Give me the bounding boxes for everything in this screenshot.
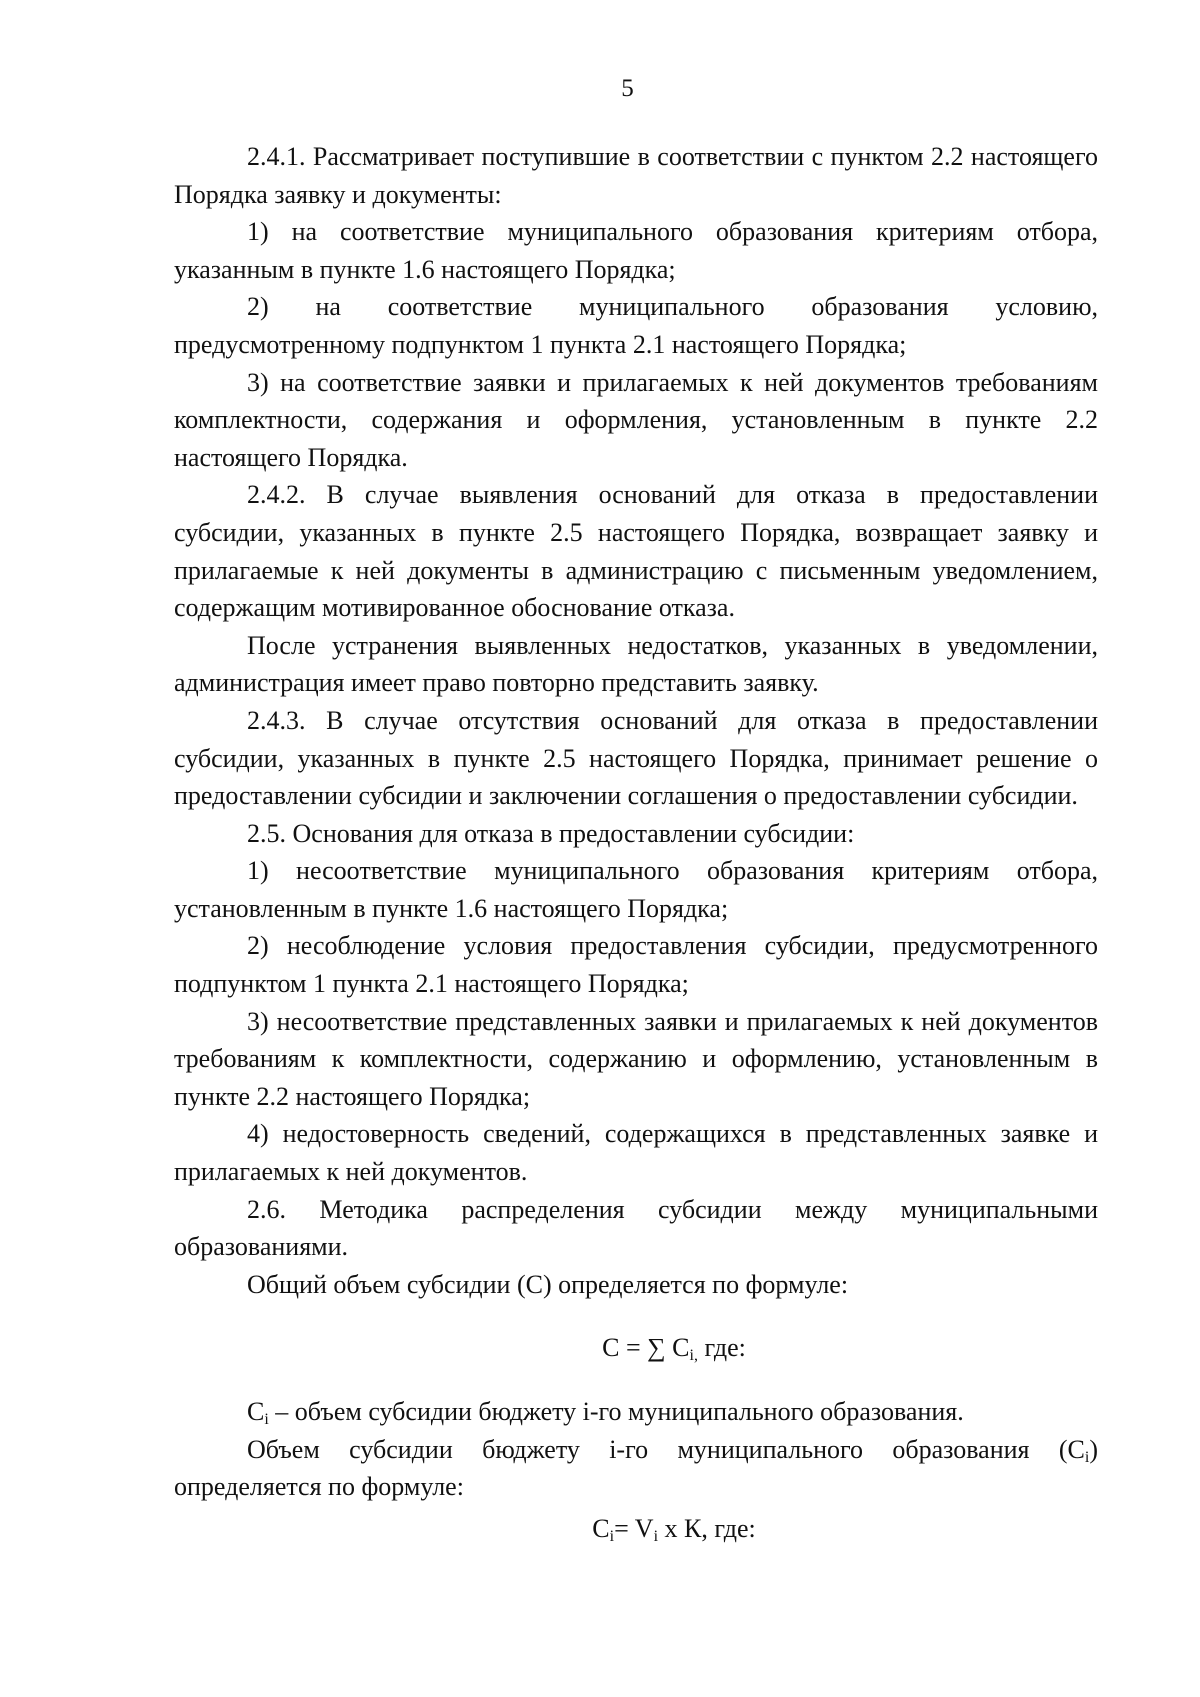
document-body xyxy=(174,138,1098,1547)
paragraph-2-4-1-item-2: 2) на соответствие муниципального образования условию, предусмотренному подпунктом 1 пункта 2.1 настоящего Порядка; xyxy=(174,292,1098,359)
page-number: 5 xyxy=(621,75,634,102)
formula1-lhs: С = ∑ С xyxy=(602,1333,690,1363)
paragraph-2-4-1-item-3: 3) на соответствие заявки и прилагаемых к ней документов требованиям комплектности, содержания и оформления, установленным в пункте 2.2 настоящего Порядка. xyxy=(174,367,1098,472)
paragraph-2-6: 2.6. Методика распределения субсидии между муниципальными образованиями. xyxy=(174,1194,1098,1262)
formula1-rest: где: xyxy=(697,1333,746,1363)
paragraph-2-5-item-2: 2) несоблюдение условия предоставления субсидии, предусмотренного подпунктом 1 пункта 2.1 настоящего Порядка; xyxy=(174,931,1098,999)
paragraph-ci-after: ) определяется по формуле: xyxy=(174,1434,1098,1502)
formula1-subscript: i, xyxy=(689,1347,698,1365)
formula-total-subsidy xyxy=(174,1329,1098,1367)
definition-ci-symbol: С xyxy=(247,1397,265,1426)
paragraph-2-4-3: 2.4.3. В случае отсутствия оснований для отказа в предоставлении субсидии, указанных в пункте 2.5 настоящего Порядка, принимает решение о предоставлении субсидии и заключении соглашения о предоставлении субсидии. xyxy=(174,705,1098,811)
paragraph-2-5: 2.5. Основания для отказа в предоставлении субсидии: xyxy=(247,818,855,848)
paragraph-total-subsidy: Общий объем субсидии (С) определяется по формуле: xyxy=(247,1269,849,1299)
formula2-v-subscript: i xyxy=(653,1527,659,1545)
paragraph-after-elimination: После устранения выявленных недостатков, указанных в уведомлении, администрация имеет право повторно представить заявку. xyxy=(174,630,1098,698)
definition-ci xyxy=(174,1393,1098,1431)
paragraph-2-5-item-1: 1) несоответствие муниципального образования критериям отбора, установленным в пункте 1.6 настоящего Порядка; xyxy=(174,856,1098,923)
paragraph-2-4-1: 2.4.1. Рассматривает поступившие в соответствии с пунктом 2.2 настоящего Порядка заявку и документы: xyxy=(174,142,1098,209)
paragraph-ci-subscript: i xyxy=(1084,1448,1090,1466)
paragraph-2-4-1-item-1: 1) на соответствие муниципального образования критериям отбора, указанным в пункте 1.6 настоящего Порядка; xyxy=(174,217,1098,284)
formula2-c: С xyxy=(592,1513,610,1543)
paragraph-2-4-2: 2.4.2. В случае выявления оснований для отказа в предоставлении субсидии, указанных в пункте 2.5 настоящего Порядка, возвращает заявку и прилагаемые к ней документы в администрацию с письменным уведомлением, содержащим мотивированное обоснование отказа. xyxy=(174,480,1098,623)
paragraph-2-5-item-4: 4) недостоверность сведений, содержащихся в представленных заявке и прилагаемых к ней документов. xyxy=(174,1119,1098,1187)
formula2-rest: х К, где: xyxy=(658,1513,756,1543)
formula2-c-subscript: i xyxy=(609,1527,615,1545)
paragraph-ci-before: Объем субсидии бюджету i-го муниципального образования (С xyxy=(247,1434,1085,1464)
formula2-eq: = V xyxy=(614,1513,654,1543)
paragraph-2-5-item-3: 3) несоответствие представленных заявки и прилагаемых к ней документов требованиям к комплектности, содержанию и оформлению, установленным в пункте 2.2 настоящего Порядка; xyxy=(174,1006,1098,1111)
paragraph-ci-formula-intro xyxy=(174,1431,1098,1506)
formula-ci xyxy=(174,1510,1098,1548)
definition-ci-text: – объем субсидии бюджету i-го муниципального образования. xyxy=(268,1397,964,1426)
definition-ci-subscript: i xyxy=(264,1411,269,1428)
